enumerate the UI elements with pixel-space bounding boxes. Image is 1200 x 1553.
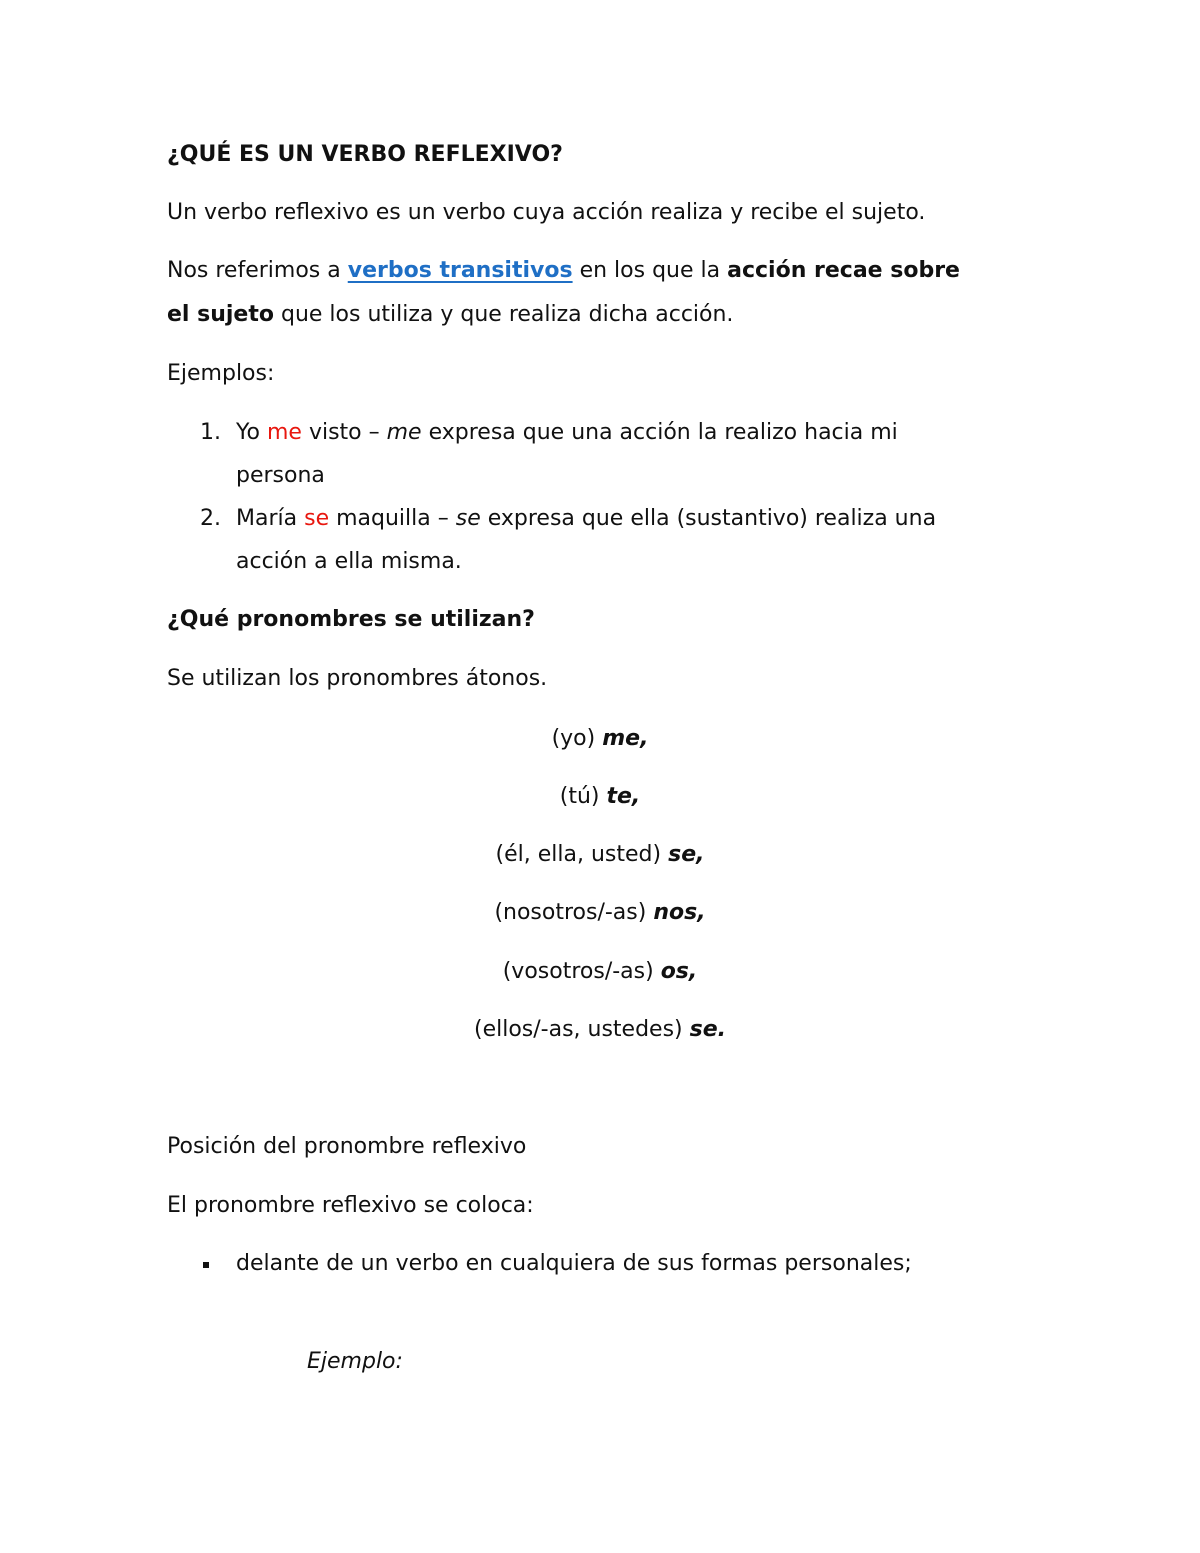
example-text: maquilla –	[329, 506, 456, 531]
paragraph-line-2	[167, 300, 733, 330]
example-item	[236, 504, 936, 534]
example-label: Ejemplo:	[307, 1349, 403, 1374]
paragraph-text: en los que la	[572, 258, 728, 283]
example-text: visto –	[301, 420, 387, 445]
highlighted-pronoun: me	[266, 420, 302, 445]
pronoun-form: te,	[606, 784, 641, 809]
pronoun-person: (nosotros/-as)	[494, 900, 654, 925]
definition-paragraph: Un verbo reflexivo es un verbo cuya acción realiza y recibe el sujeto.	[167, 200, 926, 225]
example-text: expresa que una acción la realizo hacia mi	[421, 420, 898, 445]
pronoun-form: se.	[689, 1017, 727, 1042]
italic-pronoun: me	[386, 420, 422, 445]
pronoun-person: (ellos/-as, ustedes)	[473, 1017, 690, 1042]
example-text: María	[236, 506, 305, 531]
pronoun-person: (tú)	[559, 784, 607, 809]
highlighted-pronoun: se	[304, 506, 330, 531]
position-rule: delante de un verbo en cualquiera de sus formas personales;	[236, 1251, 912, 1276]
example-continuation: acción a ella misma.	[236, 549, 462, 574]
example-text: Yo	[236, 420, 267, 445]
verbos-transitivos-link[interactable]: verbos transitivos	[347, 258, 573, 283]
paragraph-text: que los utiliza y que realiza dicha acción.	[273, 302, 734, 327]
pronoun-row	[0, 840, 1200, 870]
list-number: 1.	[200, 420, 221, 445]
example-text: expresa que ella (sustantivo) realiza una	[480, 506, 937, 531]
pronoun-person: (él, ella, usted)	[495, 842, 669, 867]
bold-phrase: el sujeto	[167, 302, 274, 327]
pronoun-person: (yo)	[551, 726, 603, 751]
list-number: 2.	[200, 506, 221, 531]
pronoun-row	[0, 1015, 1200, 1045]
italic-pronoun: se	[455, 506, 481, 531]
paragraph-line-1	[167, 256, 960, 286]
pronoun-form: nos,	[653, 900, 706, 925]
bullet-icon	[203, 1262, 209, 1268]
pronoun-row	[0, 724, 1200, 754]
section-subtitle: ¿Qué pronombres se utilizan?	[167, 607, 535, 632]
pronoun-form: me,	[602, 726, 649, 751]
bold-phrase: acción recae sobre	[727, 258, 960, 283]
pronoun-form: se,	[668, 842, 705, 867]
pronoun-person: (vosotros/-as)	[502, 959, 661, 984]
paragraph-text: Nos referimos a	[167, 258, 348, 283]
pronoun-row	[0, 898, 1200, 928]
atonos-intro: Se utilizan los pronombres átonos.	[167, 666, 548, 691]
position-title: Posición del pronombre reflexivo	[167, 1134, 527, 1159]
examples-label: Ejemplos:	[167, 361, 275, 386]
pronoun-row	[0, 782, 1200, 812]
pronoun-row	[0, 957, 1200, 987]
example-continuation: persona	[236, 463, 325, 488]
page-title: ¿QUÉ ES UN VERBO REFLEXIVO?	[167, 142, 563, 167]
pronoun-form: os,	[660, 959, 698, 984]
example-item	[236, 418, 898, 448]
position-intro: El pronombre reflexivo se coloca:	[167, 1193, 534, 1218]
